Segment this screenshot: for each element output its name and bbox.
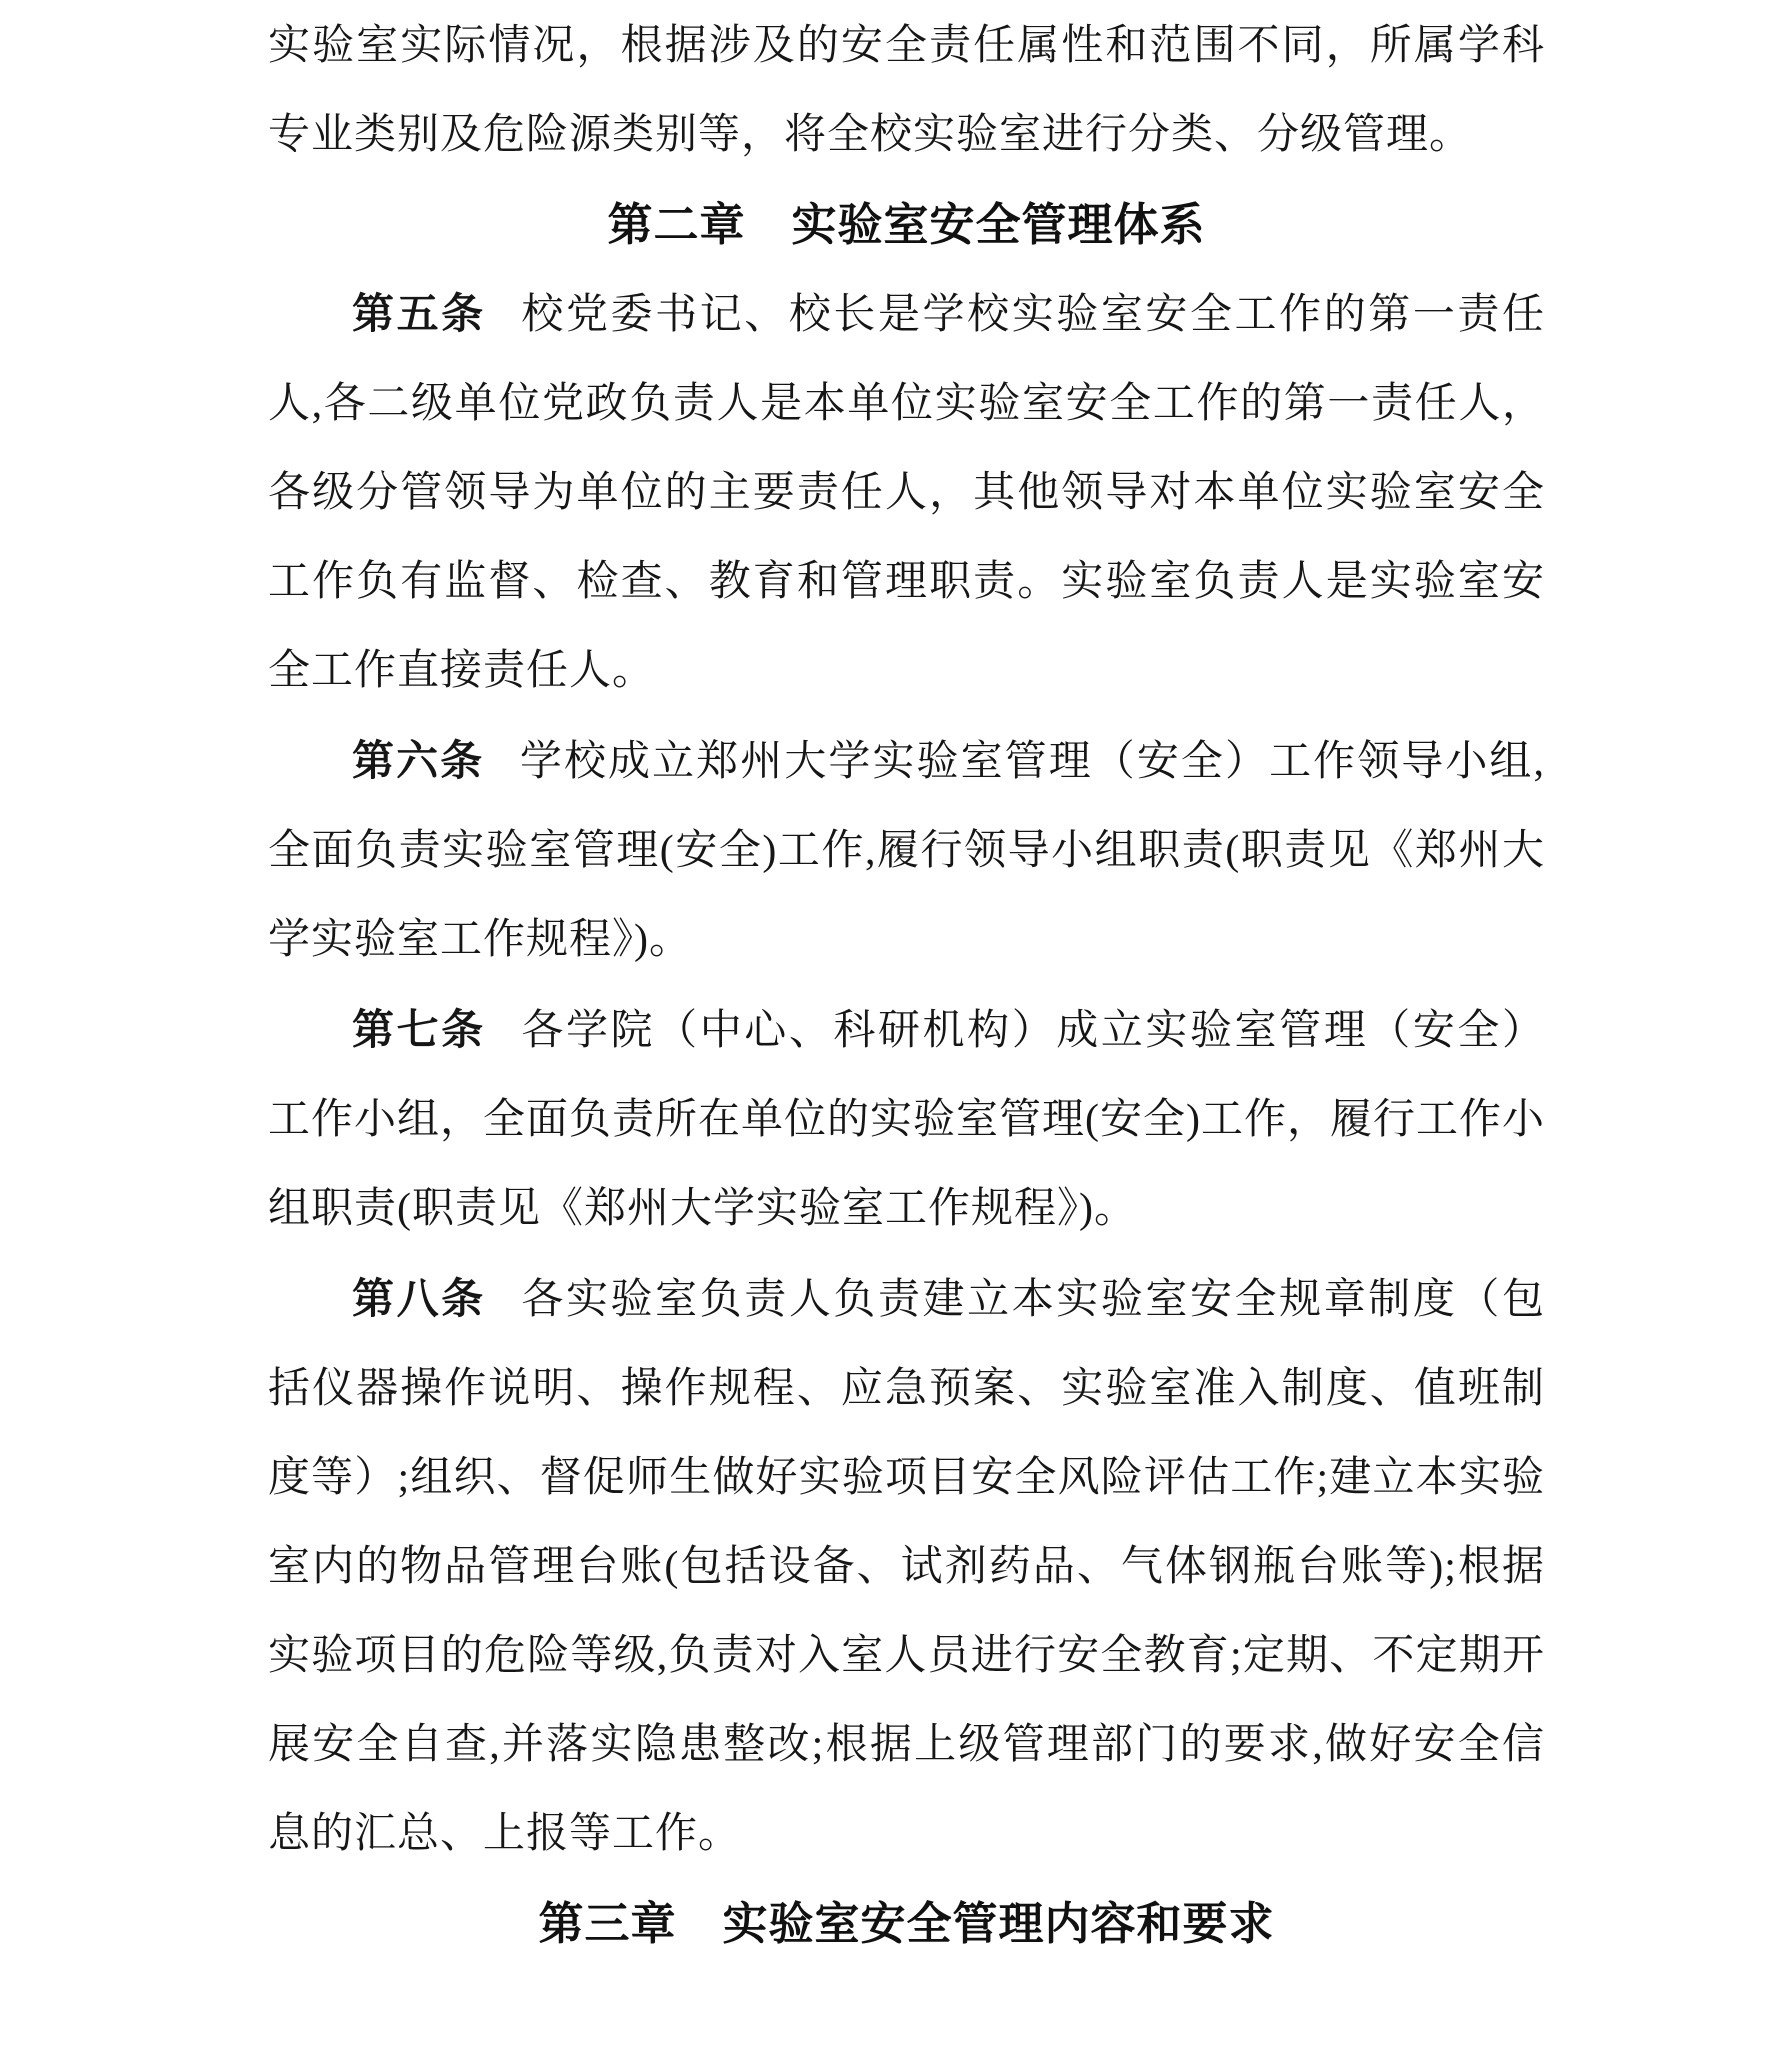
article-7-paragraph [268,985,1545,1254]
article-5-paragraph [268,269,1545,716]
article-8-paragraph [268,1254,1545,1879]
paragraph-continuation: 实验室实际情况，根据涉及的安全责任属性和范围不同，所属学科专业类别及危险源类别等，将全校实验室进行分类、分级管理。 [268,23,1545,158]
article-6-text: 学校成立郑州大学实验室管理（安全）工作领导小组,全面负责实验室管理(安全)工作,履行领导小组职责(职责见《郑州大学实验室工作规程》)。 [268,739,1545,963]
article-5-text: 校党委书记、校长是学校实验室安全工作的第一责任人,各二级单位党政负责人是本单位实验室安全工作的第一责任人，各级分管领导为单位的主要责任人，其他领导对本单位实验室安全工作负有监督、检查、教育和管理职责。实验室负责人是实验室安全工作直接责任人。 [268,292,1545,694]
article-6-paragraph [268,716,1545,985]
article-7-text: 各学院（中心、科研机构）成立实验室管理（安全）工作小组，全面负责所在单位的实验室管理(安全)工作，履行工作小组职责(职责见《郑州大学实验室工作规程》)。 [268,1008,1545,1232]
article-8-text: 各实验室负责人负责建立本实验室安全规章制度（包括仪器操作说明、操作规程、应急预案、实验室准入制度、值班制度等）;组织、督促师生做好实验项目安全风险评估工作;建立本实验室内的物品管理台账(包括设备、试剂药品、气体钢瓶台账等);根据实验项目的危险等级,负责对入室人员进行安全教育;定期、不定期开展安全自查,并落实隐患整改;根据上级管理部门的要求,做好安全信息的汇总、上报等工作。 [268,1277,1545,1857]
article-6-label: 第六条 [352,737,485,784]
article-8-label: 第八条 [352,1275,486,1322]
article-5-label: 第五条 [352,290,486,337]
article-7-label: 第七条 [352,1006,486,1053]
chapter-3-heading: 第三章 实验室安全管理内容和要求 [538,1898,1275,1949]
chapter-2-heading: 第二章 实验室安全管理体系 [607,199,1206,250]
